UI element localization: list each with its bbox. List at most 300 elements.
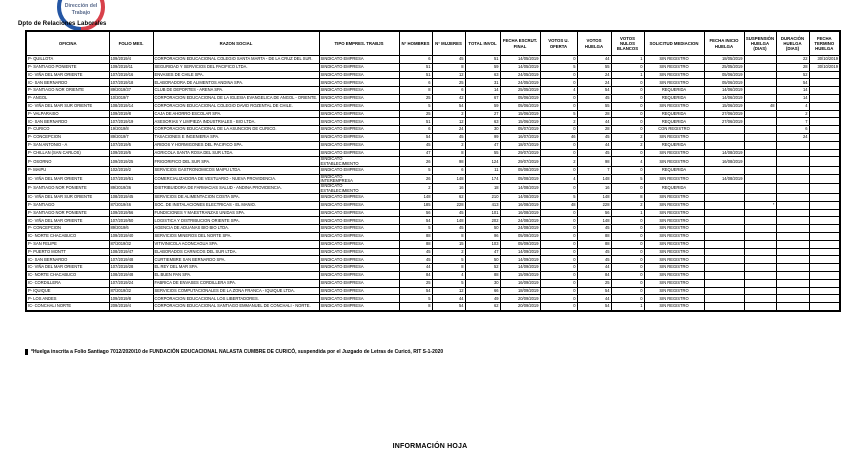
table-cell: 0 (611, 287, 644, 295)
table-cell: IC- SAN BERNARDO (26, 118, 109, 126)
union-type-label: SINDICATO EMPRESA (320, 142, 364, 148)
table-cell: SIN REGISTRO (644, 240, 704, 248)
table-cell (704, 184, 744, 194)
table-cell (704, 166, 744, 174)
table-cell: P- SAN FELIPE (26, 240, 109, 248)
table-cell (744, 56, 776, 64)
union-type-label: SINDICATO EMPRESA (320, 303, 364, 309)
table-cell: 18 (465, 184, 500, 194)
table-cell: P- SAN ANTONIO - A (26, 141, 109, 149)
union-type-label: SINDICATO EMPRESA (320, 167, 364, 173)
table-cell: 108/2019/14 (109, 102, 153, 110)
table-cell: 63 (465, 118, 500, 126)
table-cell: 0 (611, 264, 644, 272)
table-cell: 1 (611, 71, 644, 79)
table-row (26, 71, 840, 79)
table-cell: 87/2019/32 (109, 287, 153, 295)
table-cell: P- MAIPU (26, 166, 109, 174)
table-cell (704, 126, 744, 134)
table-cell (744, 271, 776, 279)
table-cell (744, 110, 776, 118)
table-cell (809, 87, 840, 95)
table-cell: 0 (611, 217, 644, 225)
table-cell: 109/2019/5 (109, 149, 153, 157)
table-cell: 54 (432, 102, 465, 110)
table-row (26, 149, 840, 157)
table-cell (744, 71, 776, 79)
table-cell: SIN REGISTRO (644, 256, 704, 264)
table-cell: CORPORACION EDUCACIONAL DE LA IGLESIA EVANGELICA DE ANGOL - ORIENTE. (153, 94, 319, 102)
table-cell: 0 (540, 209, 577, 217)
table-cell (744, 217, 776, 225)
table-cell (704, 248, 744, 256)
table-cell: 52 (776, 71, 809, 79)
table-cell: 19/2019/8 (109, 126, 153, 134)
table-cell: 0 (611, 87, 644, 95)
table-cell: 0 (611, 63, 644, 71)
table-cell: 2 (611, 133, 644, 141)
table-cell: P- SANTIAGO (26, 201, 109, 209)
table-cell (704, 193, 744, 201)
table-cell: COMERCIALIZADORA DE VESTUARIO - NUEVA PROVIDENCIA. (153, 174, 319, 184)
table-cell: 0 (611, 149, 644, 157)
table-cell: 25 (399, 279, 432, 287)
table-cell: 88 (577, 232, 611, 240)
table-cell (744, 94, 776, 102)
table-row (26, 56, 840, 64)
table-cell (744, 166, 776, 174)
table-cell (776, 232, 809, 240)
table-cell (809, 256, 840, 264)
table-cell: 0 (611, 79, 644, 87)
column-header: VOTOS NULOS BLANCOS (611, 31, 644, 56)
table-cell: 29/07/2019 (500, 149, 540, 157)
table-cell: 48 (540, 201, 577, 209)
table-cell (809, 126, 840, 134)
table-cell (744, 256, 776, 264)
logo-circle-icon (56, 0, 106, 32)
table-cell (744, 118, 776, 126)
table-cell: 45 (432, 133, 465, 141)
table-cell: 102/2019/2 (109, 166, 153, 174)
union-type-label: SINDICATO EMPRESA (320, 233, 364, 239)
table-cell (744, 279, 776, 287)
table-cell: 0 (540, 240, 577, 248)
table-cell (704, 295, 744, 303)
table-cell: 54 (577, 287, 611, 295)
table-cell: 1 (611, 209, 644, 217)
union-type-label: SINDICATO EMPRESA (320, 134, 364, 140)
table-cell: 0 (611, 110, 644, 118)
table-cell: 124 (465, 157, 500, 167)
table-cell: P- SANTIAGO NOR PONIENTE (26, 209, 109, 217)
table-cell: 25 (399, 110, 432, 118)
table-cell: P- ANGOL (26, 94, 109, 102)
table-cell: SIN REGISTRO (644, 279, 704, 287)
table-cell: P- OSORNO (26, 157, 109, 167)
table-cell (704, 271, 744, 279)
table-cell: 59 (465, 102, 500, 110)
table-cell (809, 157, 840, 167)
table-cell: 45 (432, 225, 465, 233)
table-cell: 89/2019/37 (109, 87, 153, 95)
table-cell: 44 (432, 295, 465, 303)
table-cell: 56 (399, 209, 432, 217)
table-cell: SIN REGISTRO (644, 133, 704, 141)
table-row (26, 166, 840, 174)
table-cell: 54 (399, 217, 432, 225)
table-cell: 16/08/2019 (500, 209, 540, 217)
table-cell: P- SANTIAGO PONIENTE (26, 63, 109, 71)
table-cell (776, 209, 809, 217)
table-cell: 67 (465, 94, 500, 102)
table-cell (776, 201, 809, 209)
table-cell: 1 (611, 303, 644, 311)
table-cell: 30/10/2019 (809, 63, 840, 71)
table-cell: 109/2019/40 (109, 232, 153, 240)
table-row (26, 118, 840, 126)
logo-text-line1: Dirección del (64, 3, 98, 9)
table-cell: 88 (399, 232, 432, 240)
table-cell: 0 (611, 248, 644, 256)
table-cell: 101 (465, 209, 500, 217)
table-cell (744, 133, 776, 141)
table-cell: 52 (465, 264, 500, 272)
table-cell: 45 (577, 133, 611, 141)
table-cell: REQUERIDA (644, 118, 704, 126)
table-cell: 87/2019/32 (109, 240, 153, 248)
table-cell (319, 201, 399, 209)
table-cell: IC- VIÑA DEL MAR ORIENTE (26, 264, 109, 272)
table-cell: 0 (540, 184, 577, 194)
table-cell: 14 (776, 87, 809, 95)
table-cell: SIN REGISTRO (644, 209, 704, 217)
table-cell: 05/06/2019 (500, 102, 540, 110)
union-type-label: SINDICATO EMPRESA (320, 264, 364, 270)
table-cell: 54 (399, 133, 432, 141)
table-cell: 63 (465, 71, 500, 79)
table-cell (319, 94, 399, 102)
table-cell: 54 (432, 303, 465, 311)
table-row (26, 87, 840, 95)
table-cell: 26 (399, 157, 432, 167)
table-cell: 05/06/2019 (704, 71, 744, 79)
table-cell: 28 (776, 63, 809, 71)
table-cell (776, 149, 809, 157)
records-table (25, 30, 841, 312)
table-cell (319, 303, 399, 311)
table-cell (809, 295, 840, 303)
table-cell: SIN REGISTRO (644, 201, 704, 209)
table-cell: 2 (399, 184, 432, 194)
table-cell: 45 (577, 248, 611, 256)
table-cell: SIN REGISTRO (644, 295, 704, 303)
table-cell (704, 225, 744, 233)
table-cell: 0 (540, 94, 577, 102)
table-cell (809, 209, 840, 217)
table-cell (319, 126, 399, 134)
table-cell: 6 (776, 126, 809, 134)
table-cell: 4 (432, 271, 465, 279)
table-cell: 30 (465, 279, 500, 287)
table-cell: 107/2019/19 (109, 118, 153, 126)
table-cell: 107/2019/16 (109, 71, 153, 79)
table-cell (744, 225, 776, 233)
table-cell: 0 (540, 295, 577, 303)
table-cell (319, 287, 399, 295)
table-cell: 209/2019/4 (109, 303, 153, 311)
table-cell: ELABORADORA DE ALIMENTOS ANDINA SPA. (153, 79, 319, 87)
table-cell: 108/2019/45 (109, 193, 153, 201)
table-cell: 45 (577, 256, 611, 264)
table-cell: 6 (399, 79, 432, 87)
table-cell: 14 (465, 87, 500, 95)
table-cell (776, 174, 809, 184)
table-cell: 2 (432, 110, 465, 118)
table-cell (809, 110, 840, 118)
table-cell (809, 271, 840, 279)
table-cell: 228 (577, 201, 611, 209)
table-cell: 210 (465, 193, 500, 201)
union-type-label: SINDICATO EMPRESA (320, 110, 364, 116)
column-header: SOLICITUD MEDIACION (644, 31, 704, 56)
table-cell: 99 (465, 133, 500, 141)
table-cell: 44 (577, 295, 611, 303)
table-cell: P- IQUIQUE (26, 287, 109, 295)
table-cell (704, 303, 744, 311)
table-cell (744, 141, 776, 149)
table-cell: 103 (465, 240, 500, 248)
table-cell: 16/08/2019 (704, 157, 744, 167)
table-row (26, 141, 840, 149)
table-cell: 0 (540, 264, 577, 272)
table-cell (744, 232, 776, 240)
table-cell: 109/2019/25 (109, 157, 153, 167)
table-cell: P- SANTIAGO NOR PONIENTE (26, 184, 109, 194)
table-cell (319, 264, 399, 272)
table-cell: 148 (432, 174, 465, 184)
table-cell: VITIVINICOLA ACONCAGUA SPA. (153, 240, 319, 248)
table-cell: 96 (465, 232, 500, 240)
table-cell: 30 (465, 126, 500, 134)
table-cell (319, 256, 399, 264)
table-cell: 2 (776, 110, 809, 118)
table-cell: 31 (465, 79, 500, 87)
table-cell: AGRICOLA SANTA ROSA DEL SUR LTDA. (153, 149, 319, 157)
table-cell: 2 (611, 201, 644, 209)
table-cell: 2 (611, 141, 644, 149)
column-header: RAZON SOCIAL (153, 31, 319, 56)
table-cell: 0 (540, 141, 577, 149)
table-cell: 56 (577, 209, 611, 217)
table-cell (776, 279, 809, 287)
table-cell (809, 174, 840, 184)
table-cell: 87/2019/46 (109, 201, 153, 209)
table-cell: 54 (399, 287, 432, 295)
column-header: FOLIO MES. (109, 31, 153, 56)
table-cell: 05/07/2019 (500, 126, 540, 134)
union-type-label: SINDICATO EMPRESA (320, 295, 364, 301)
table-cell: 7 (776, 118, 809, 126)
table-cell: SIN REGISTRO (644, 271, 704, 279)
table-cell: 202 (465, 217, 500, 225)
table-cell: P- CHILLAN (SAN CARLOS) (26, 149, 109, 157)
table-cell: 12 (432, 71, 465, 79)
union-type-label: SINDICATO EMPRESA (320, 225, 364, 231)
table-cell: IC- VIÑA DEL MAR SUR ORIENTE (26, 193, 109, 201)
table-cell: 0 (611, 126, 644, 134)
table-cell (319, 56, 399, 64)
table-cell: 0 (540, 102, 577, 110)
union-type-label: SINDICATO INTEREMPRESA (320, 174, 353, 184)
table-cell (744, 126, 776, 134)
table-cell: 55 (577, 63, 611, 71)
table-cell: P- CURICO (26, 126, 109, 134)
table-cell: REQUERIDA (644, 184, 704, 194)
table-cell: ARIDOS Y HORMIGONES DEL PACIFICO SPA. (153, 141, 319, 149)
table-cell: REQUERIDA (644, 87, 704, 95)
table-cell: 0 (611, 225, 644, 233)
table-cell: CON REGISTRO (644, 126, 704, 134)
table-cell: 0 (611, 166, 644, 174)
table-row (26, 126, 840, 134)
table-cell: 185 (399, 201, 432, 209)
table-cell: 45 (577, 94, 611, 102)
table-cell: 0 (540, 256, 577, 264)
table-cell: 16/07/2019 (500, 133, 540, 141)
table-cell: 8 (432, 232, 465, 240)
table-cell: 25 (432, 79, 465, 87)
table-cell: 51 (399, 71, 432, 79)
table-cell: 47 (465, 248, 500, 256)
union-type-label: SINDICATO EMPRESA (320, 248, 364, 254)
table-cell: 0 (540, 225, 577, 233)
table-cell: 14/09/2019 (500, 248, 540, 256)
table-cell: IC- VIÑA DEL MAR ORIENTE (26, 71, 109, 79)
table-cell: 51 (465, 56, 500, 64)
table-cell: 5 (611, 174, 644, 184)
table-cell (809, 232, 840, 240)
table-cell (319, 279, 399, 287)
table-cell (809, 240, 840, 248)
union-type-label: SINDICATO EMPRESA (320, 64, 364, 70)
column-header: FECHA INICIO HUELGA (704, 31, 744, 56)
table-cell: SIN REGISTRO (644, 157, 704, 167)
table-row (26, 201, 840, 209)
table-cell (776, 256, 809, 264)
table-row (26, 94, 840, 102)
column-header: VOTOS U. OFERTA (540, 31, 577, 56)
union-type-label: SINDICATO EMPRESA (320, 87, 364, 93)
table-cell (319, 110, 399, 118)
table-cell: 8 (399, 303, 432, 311)
table-cell: 107/2019/5 (109, 141, 153, 149)
table-cell: 148 (399, 193, 432, 201)
table-cell (809, 94, 840, 102)
table-cell: REQUERIDA (644, 94, 704, 102)
table-cell: 42 (432, 94, 465, 102)
table-row (26, 264, 840, 272)
table-row (26, 225, 840, 233)
union-type-label: SINDICATO EMPRESA (320, 126, 364, 132)
table-cell: IC- NORTE CHACABUCO (26, 232, 109, 240)
table-cell: 5 (540, 193, 577, 201)
table-cell: 16/09/2019 (500, 279, 540, 287)
table-cell (744, 184, 776, 194)
table-cell: 11 (465, 166, 500, 174)
table-cell: 51 (399, 118, 432, 126)
table-cell (744, 79, 776, 87)
table-cell: 47 (399, 149, 432, 157)
table-cell (319, 118, 399, 126)
table-cell (809, 141, 840, 149)
table-cell: TASACIONES E INGENIERIA SPA. (153, 133, 319, 141)
table-cell: 24 (776, 133, 809, 141)
table-cell (704, 141, 744, 149)
table-cell: SIN REGISTRO (644, 248, 704, 256)
table-cell: P- QUILLOTA (26, 56, 109, 64)
table-cell: ELABORADOS CARNICOS DEL SUR LTDA. (153, 248, 319, 256)
table-cell (319, 149, 399, 157)
table-cell: 05/06/2019 (500, 94, 540, 102)
table-cell: 6 (399, 126, 432, 134)
table-cell: 148 (577, 193, 611, 201)
table-cell: SIN REGISTRO (644, 79, 704, 87)
table-cell: 88 (577, 240, 611, 248)
union-type-label: SINDICATO EMPRESA (320, 118, 364, 124)
table-cell: 0 (611, 279, 644, 287)
footnote: *Huelga inscrita a Folio Santiago 7012/2020/10 de FUNDACIÓN EDUCACIONAL NALASTA CUMBRE DE CURICÓ, suspendida por el Juzgado de Letras de Curicó, RIT S-1-2020 (25, 349, 443, 355)
table-cell: 5 (432, 256, 465, 264)
table-cell: IC- VIÑA DEL MAR SUR ORIENTE (26, 102, 109, 110)
table-cell (809, 201, 840, 209)
table-cell: 228 (432, 201, 465, 209)
table-cell: 14 (776, 94, 809, 102)
table-row (26, 102, 840, 110)
table-cell (809, 248, 840, 256)
table-cell: SIN REGISTRO (644, 193, 704, 201)
table-cell: 44 (577, 141, 611, 149)
table-cell: 24/05/2019 (500, 79, 540, 87)
table-cell: 5 (399, 102, 432, 110)
table-cell: 49 (465, 295, 500, 303)
table-cell: 44 (577, 56, 611, 64)
table-cell: IC- VIÑA DEL MAR ORIENTE (26, 217, 109, 225)
table-cell: 14/05/2019 (500, 56, 540, 64)
table-cell: ASESORIAS Y LIMPIEZA INDUSTRIALES - BIO LTDA. (153, 118, 319, 126)
table-cell: 5 (399, 225, 432, 233)
table-cell: SIN REGISTRO (644, 264, 704, 272)
table-cell (776, 240, 809, 248)
column-header: TIPO EMPRES. TRABJS (319, 31, 399, 56)
table-cell: SIN REGISTRO (644, 217, 704, 225)
table-cell (319, 225, 399, 233)
table-cell: 6 (399, 56, 432, 64)
table-cell (776, 248, 809, 256)
table-cell: EL BUEN PAN SPA. (153, 271, 319, 279)
table-cell: 24/05/2019 (500, 71, 540, 79)
table-cell: 45 (432, 209, 465, 217)
table-cell: 2 (432, 141, 465, 149)
table-cell: 24/08/2019 (500, 225, 540, 233)
table-row (26, 193, 840, 201)
table-cell: SIN REGISTRO (644, 63, 704, 71)
table-cell: 108/2019/48 (109, 271, 153, 279)
table-cell: 15/06/2019 (500, 118, 540, 126)
table-cell: 14/08/2019 (500, 193, 540, 201)
table-cell (704, 209, 744, 217)
table-cell (744, 264, 776, 272)
